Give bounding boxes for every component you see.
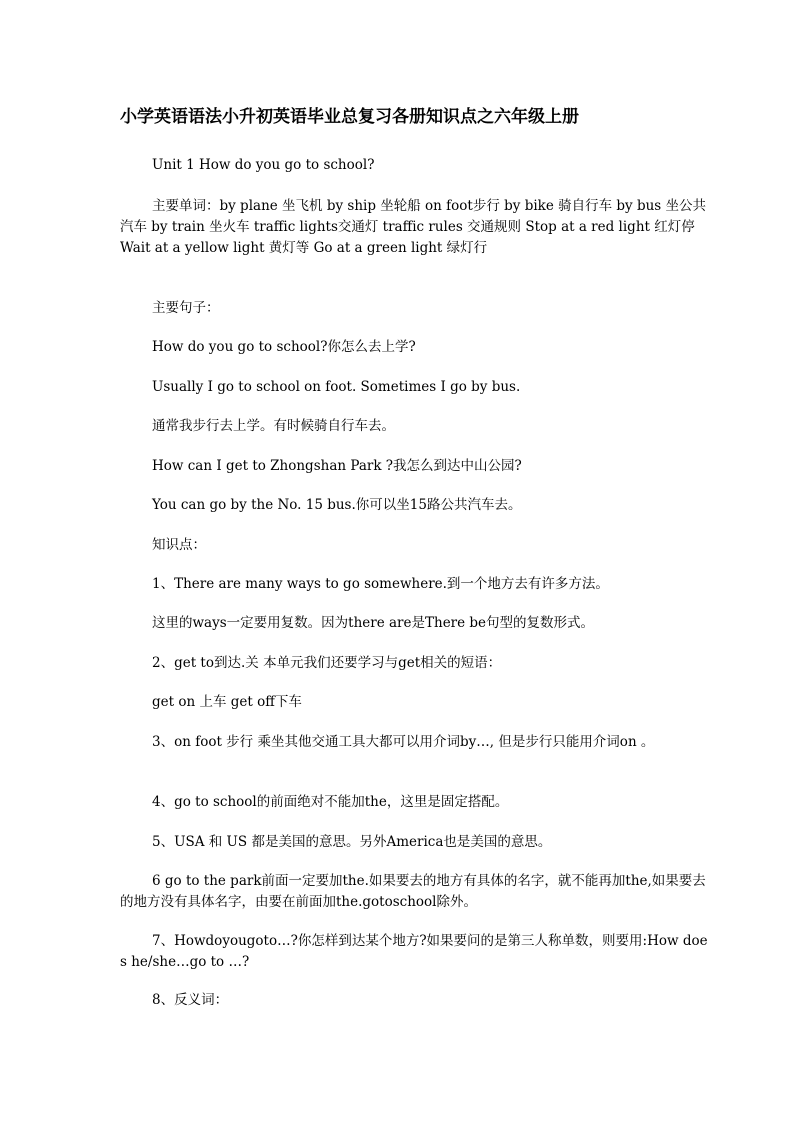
main-sentences-label: 主要句子：	[152, 300, 220, 316]
knowledge-point: 7、Howdoyougoto…?你怎样到达某个地方?如果要问的是第三人称单数，则要用:How does he/she…go to …?	[120, 933, 708, 970]
knowledge-points-label: 知识点：	[152, 537, 206, 553]
knowledge-point: 这里的ways一定要用复数。因为there are是There be句型的复数形式。	[152, 615, 595, 631]
knowledge-point: 8、反义词：	[152, 992, 229, 1008]
knowledge-point: 5、USA 和 US 都是美国的意思。另外America也是美国的意思。	[152, 834, 552, 850]
unit-heading: Unit 1 How do you go to school?	[152, 157, 375, 173]
knowledge-point: 4、go to school的前面绝对不能加the，这里是固定搭配。	[152, 794, 509, 810]
document-title: 小学英语语法小升初英语毕业总复习各册知识点之六年级上册	[120, 107, 579, 127]
knowledge-point: 1、There are many ways to go somewhere.到一个地方去有许多方法。	[152, 576, 609, 592]
knowledge-point: get on 上车 get off下车	[152, 694, 302, 710]
main-vocabulary-paragraph: 主要单词：by plane 坐飞机 by ship 坐轮船 on foot步行 by bike 骑自行车 by bus 坐公共汽车 by train 坐火车 traffic lights交通灯 traffic rules 交通规则 Stop at a red light 红灯停 Wait at a yellow light 黄灯等 Go at a green light 绿灯行	[120, 198, 707, 256]
knowledge-point: 2、get to到达.关 本单元我们还要学习与get相关的短语：	[152, 655, 502, 671]
sentence-line: 通常我步行去上学。有时候骑自行车去。	[152, 418, 395, 434]
knowledge-point: 6 go to the park前面一定要加the.如果要去的地方有具体的名字，就不能再加the,如果要去的地方没有具体名字，由要在前面加the.gotoschool除外。	[120, 873, 706, 910]
sentence-line: Usually I go to school on foot. Sometimes I go by bus.	[152, 379, 521, 395]
sentence-line: You can go by the No. 15 bus.你可以坐15路公共汽车去。	[152, 497, 522, 513]
sentence-line: How can I get to Zhongshan Park ?我怎么到达中山公园?	[152, 458, 522, 474]
sentence-line: How do you go to school?你怎么去上学?	[152, 339, 416, 355]
knowledge-point: 3、on foot 步行 乘坐其他交通工具大都可以用介词by…, 但是步行只能用介词on 。	[152, 734, 655, 750]
